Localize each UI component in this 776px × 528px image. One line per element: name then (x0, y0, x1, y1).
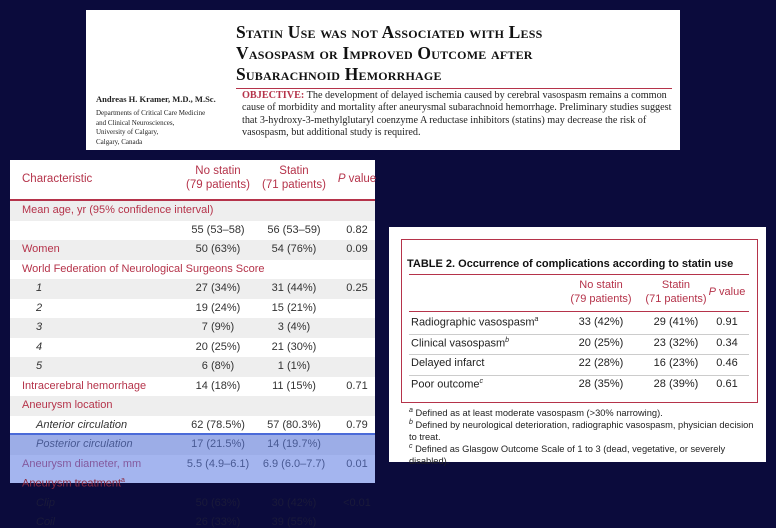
footnote-mark: b (409, 419, 413, 426)
table1-statin-value: 30 (42%) (271, 496, 317, 509)
table2-p-value: 0.46 (716, 357, 738, 369)
p-italic: P (708, 286, 716, 298)
table1-row-label: Aneurysm location (22, 399, 113, 411)
affiliation-line: Departments of Critical Care Medicine (96, 109, 206, 117)
t1-col-statin-count: (71 patients) (262, 179, 326, 191)
objective-label: OBJECTIVE: (242, 90, 305, 101)
author-affiliation (96, 109, 236, 147)
table1-statin-value: 21 (30%) (271, 340, 317, 353)
table2-no-statin-value: 22 (28%) (578, 357, 624, 369)
footnote-mark: a (409, 407, 413, 414)
table1-statin-value: 3 (4%) (277, 321, 311, 333)
table1-row-label: Intracerebral hemorrhage (22, 379, 147, 392)
t2-col-p-value-header: P value (708, 286, 746, 298)
table2-header-rule (409, 311, 749, 312)
table1-p-value: <0.01 (343, 496, 371, 509)
title-divider (236, 88, 672, 89)
table2-row-divider (409, 375, 749, 376)
table2-caption: TABLE 2. Occurrence of complications according to statin use (407, 258, 734, 270)
table1-row-label: Anterior circulation (36, 418, 128, 431)
baseline-characteristics-table (10, 160, 377, 528)
table1-p-value: 0.79 (346, 418, 368, 431)
objective-text: The development of delayed ischemia caused by cerebral vasospasm remains a common cause of morbidity and mortality after aneurysmal subarachnoid hemorrhage. Preliminary studies suggest that 3-hydroxy-3-methylglutaryl coenzyme A reductase inhibitors (statins) may decrease the risk of vasospasm, but additional study is required. (242, 90, 672, 138)
table1-no-statin-value: 26 (33%) (195, 516, 241, 528)
table1-statin-value: 31 (44%) (271, 282, 317, 294)
footnote-text: Defined by neurological deterioration, radiographic vasospasm, physician decision to treat. (409, 420, 754, 443)
table2-row-divider (409, 334, 749, 335)
table2-row-divider (409, 354, 749, 355)
table1-statin-value: 57 (80.3%) (267, 418, 321, 431)
table2-statin-value: 23 (32%) (653, 336, 699, 349)
table1-row-label: 4 (36, 340, 43, 353)
footnote-mark: b (505, 336, 510, 344)
table2-footnote (409, 417, 761, 443)
title-line: Statin Use was not Associated with Less (236, 22, 543, 42)
table2-statin-value: 28 (39%) (653, 377, 699, 390)
t1-col-characteristic-header: Characteristic (22, 173, 93, 185)
p-italic: P (337, 173, 346, 185)
footnote-mark: c (409, 443, 413, 450)
table1-no-statin-value: 62 (78.5%) (191, 418, 245, 431)
table1-no-statin-value: 19 (24%) (195, 301, 241, 314)
t1-col-no-statin-header: No statin (195, 165, 241, 177)
table1-statin-value: 15 (21%) (271, 301, 317, 314)
t2-col-no-statin-count: (79 patients) (570, 293, 632, 305)
table1-row-label: Clip (36, 496, 55, 509)
table2-row-label: Poor outcome$^c$ (411, 377, 483, 391)
aneurysm-treatment-highlight (10, 433, 375, 483)
objective-paragraph (242, 90, 676, 139)
t2-col-statin-count: (71 patients) (645, 293, 707, 305)
table2-no-statin-value: 28 (35%) (578, 377, 624, 390)
footnote-mark: c (479, 377, 483, 385)
table1-row-label: 5 (36, 360, 43, 372)
t1-col-statin-header: Statin (279, 165, 309, 177)
title-line: Subarachnoid Hemorrhage (236, 64, 442, 84)
table1-p-value: 0.82 (346, 223, 368, 236)
t1-col-no-statin-count: (79 patients) (186, 179, 250, 191)
table1-p-value: 0.09 (346, 243, 368, 255)
table1-row-label: 2 (36, 301, 43, 314)
footnote-text: Defined as Glasgow Outcome Scale of 1 to 3 (dead, vegetative, or severely disabled). (409, 444, 726, 467)
table1-no-statin-value: 7 (9%) (201, 321, 235, 333)
highlight-border (10, 433, 375, 435)
table2-row-label: Delayed infarct (411, 357, 485, 369)
author-name: Andreas H. Kramer, M.D., M.Sc. (96, 94, 216, 104)
table1-row-label: 3 (36, 321, 43, 333)
table1-no-statin-value: 55 (53–58) (191, 223, 245, 236)
t2-col-statin-header: Statin (661, 279, 691, 291)
table2-p-value: 0.91 (716, 316, 738, 328)
table1-statin-value: 39 (55%) (271, 516, 317, 528)
table1-p-value: 0.25 (346, 282, 368, 294)
footnote-text: Defined as at least moderate vasospasm (>30% narrowing). (415, 408, 663, 419)
table2-statin-value: 16 (23%) (653, 357, 699, 369)
article-header-panel (86, 10, 680, 150)
table1-row-label: Coil (36, 516, 55, 528)
table2-no-statin-value: 20 (25%) (578, 336, 624, 349)
table2-row-label: Clinical vasospasm$^b$ (411, 336, 510, 350)
table1-statin-value: 1 (1%) (277, 360, 311, 372)
footnote-mark: a (121, 477, 125, 484)
table1-no-statin-value: 6 (8%) (201, 360, 235, 372)
table2-p-value: 0.34 (716, 336, 738, 349)
table2-statin-value: 29 (41%) (653, 316, 699, 328)
table1-statin-value: 11 (15%) (272, 379, 316, 392)
article-title (236, 22, 666, 85)
t1-col-p-value-header: P value (337, 173, 377, 185)
table1-row-label: Women (22, 243, 60, 255)
table1-row-label: Aneurysm treatment$^a$ (22, 477, 125, 490)
table1-p-value: 0.71 (346, 379, 368, 392)
table1-statin-value: 54 (76%) (271, 243, 317, 255)
table1-no-statin-value: 20 (25%) (195, 340, 241, 353)
affiliation-line: and Clinical Neurosciences, (96, 118, 175, 127)
footnote-mark: a (534, 316, 539, 323)
table2-p-value: 0.61 (716, 377, 738, 390)
t2-col-no-statin-header: No statin (579, 279, 623, 291)
table1-no-statin-value: 14 (18%) (195, 379, 241, 392)
table1-row-label: Mean age, yr (95% confidence interval) (22, 204, 214, 216)
affiliation-line: Calgary, Canada (96, 137, 143, 146)
table1-statin-value: 56 (53–59) (267, 223, 321, 236)
table2-row-label: Radiographic vasospasm$^a$ (411, 316, 539, 329)
table1-no-statin-value: 27 (34%) (195, 282, 241, 294)
table2-footnote (409, 441, 761, 467)
table2-no-statin-value: 33 (42%) (578, 316, 624, 328)
table1-row-label: World Federation of Neurological Surgeons Score (22, 262, 265, 275)
complications-table-panel (389, 227, 766, 467)
table2-caption-rule (409, 274, 749, 275)
table1-row-label: 1 (36, 282, 43, 294)
table1-no-statin-value: 50 (63%) (195, 496, 241, 509)
affiliation-line: University of Calgary, (96, 128, 159, 136)
title-line: Vasospasm or Improved Outcome after (236, 43, 533, 63)
author-block (96, 94, 236, 147)
table1-no-statin-value: 50 (63%) (195, 243, 241, 255)
